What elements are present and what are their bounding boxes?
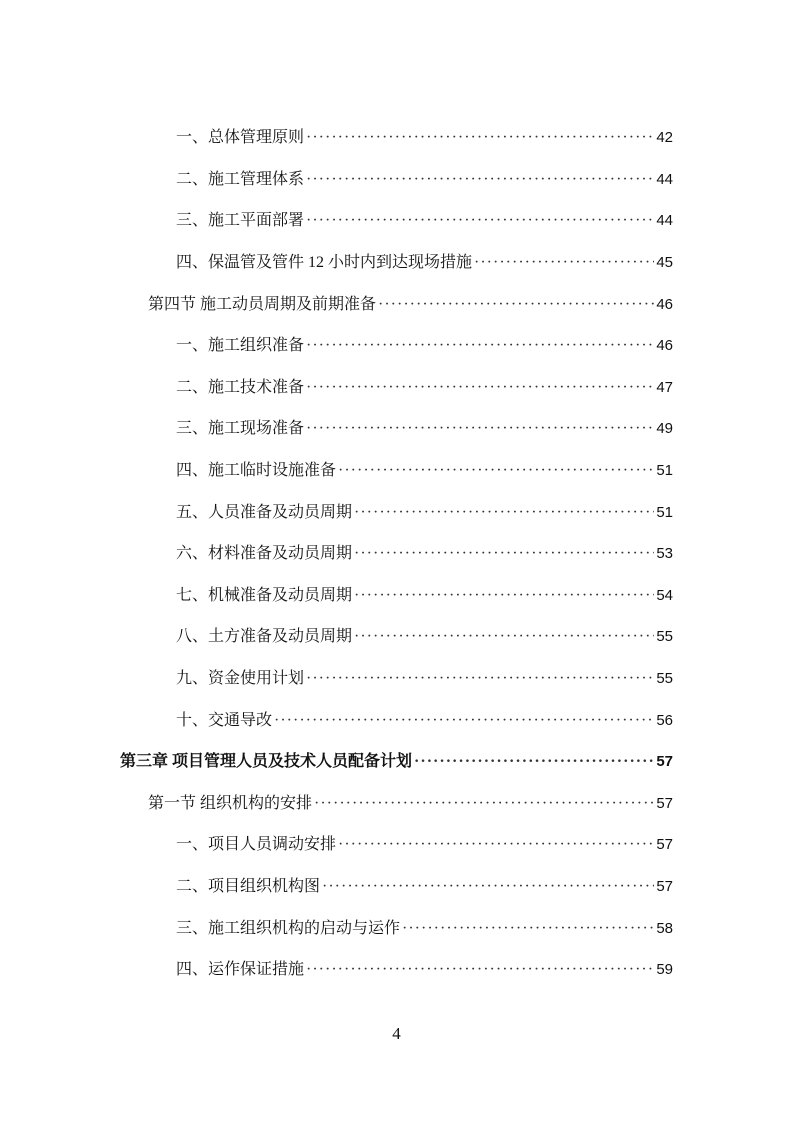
- toc-entry-page: 51: [656, 462, 673, 479]
- toc-entry-page: 58: [656, 920, 673, 937]
- toc-entry-title: 第四节 施工动员周期及前期准备: [148, 296, 377, 313]
- toc-entry[interactable]: [176, 919, 673, 939]
- toc-entry[interactable]: [176, 835, 673, 855]
- dot-leader: [306, 378, 654, 398]
- dot-leader: [354, 627, 654, 647]
- toc-entry-page: 59: [656, 961, 673, 978]
- toc-entry[interactable]: [148, 295, 673, 315]
- toc-entry[interactable]: [176, 170, 673, 190]
- toc-entry[interactable]: [176, 669, 673, 689]
- toc-entry[interactable]: [176, 211, 673, 231]
- toc-entry-page: 55: [656, 628, 673, 645]
- toc-entry[interactable]: [176, 544, 673, 564]
- dot-leader: [306, 128, 654, 148]
- toc-entry-title: 一、总体管理原则: [176, 129, 305, 146]
- dot-leader: [378, 295, 654, 315]
- toc-entry[interactable]: [176, 711, 673, 731]
- toc-entry-page: 44: [656, 171, 673, 188]
- toc-entry-page: 49: [656, 420, 673, 437]
- toc-entry-page: 42: [656, 129, 673, 146]
- toc-entry[interactable]: [176, 419, 673, 439]
- dot-leader: [274, 711, 654, 731]
- toc-entry[interactable]: [176, 128, 673, 148]
- toc-entry-page: 46: [656, 296, 673, 313]
- toc-entry-page: 55: [656, 670, 673, 687]
- page-number: 4: [392, 1024, 401, 1043]
- dot-leader: [322, 877, 654, 897]
- toc-entry-title: 一、项目人员调动安排: [176, 836, 337, 853]
- toc-entry[interactable]: [176, 960, 673, 980]
- toc-entry-page: 57: [656, 795, 673, 812]
- toc-entry-title: 第一节 组织机构的安排: [148, 795, 313, 812]
- toc-entry[interactable]: [176, 461, 673, 481]
- dot-leader: [306, 336, 654, 356]
- toc-entry-title: 二、项目组织机构图: [176, 878, 321, 895]
- dot-leader: [414, 752, 654, 772]
- toc-entry-page: 54: [656, 587, 673, 604]
- dot-leader: [354, 586, 654, 606]
- dot-leader: [354, 503, 654, 523]
- toc-entry-page: 47: [656, 379, 673, 396]
- toc-entry[interactable]: [176, 378, 673, 398]
- toc-entry-title: 九、资金使用计划: [176, 670, 305, 687]
- dot-leader: [474, 253, 654, 273]
- toc-entry-page: 53: [656, 545, 673, 562]
- toc-entry-title: 二、施工管理体系: [176, 171, 305, 188]
- dot-leader: [338, 461, 654, 481]
- toc-entry-title: 七、机械准备及动员周期: [176, 587, 353, 604]
- toc-entry[interactable]: [176, 586, 673, 606]
- dot-leader: [314, 794, 654, 814]
- dot-leader: [306, 211, 654, 231]
- dot-leader: [402, 919, 654, 939]
- toc-entry-page: 57: [656, 878, 673, 895]
- dot-leader: [338, 835, 654, 855]
- toc-entry-page: 51: [656, 504, 673, 521]
- toc-entry-page: 45: [656, 254, 673, 271]
- toc-entry-page: 57: [656, 753, 673, 770]
- toc-entry-page: 57: [656, 836, 673, 853]
- toc-entry[interactable]: [176, 253, 673, 273]
- toc-entry-title: 八、土方准备及动员周期: [176, 628, 353, 645]
- toc-entry-title: 三、施工现场准备: [176, 420, 305, 437]
- toc-entry-page: 56: [656, 712, 673, 729]
- toc-entry-title: 六、材料准备及动员周期: [176, 545, 353, 562]
- dot-leader: [354, 544, 654, 564]
- toc-entry-title: 第三章 项目管理人员及技术人员配备计划: [120, 753, 413, 770]
- toc-entry[interactable]: [148, 794, 673, 814]
- toc-entry[interactable]: [176, 627, 673, 647]
- toc-entry-title: 三、施工平面部署: [176, 212, 305, 229]
- toc-entry[interactable]: [176, 503, 673, 523]
- toc-entry-title: 三、施工组织机构的启动与运作: [176, 920, 401, 937]
- toc-chapter-entry[interactable]: [120, 752, 673, 772]
- toc-entry-title: 四、运作保证措施: [176, 961, 305, 978]
- dot-leader: [306, 960, 654, 980]
- toc-entry-page: 44: [656, 212, 673, 229]
- toc-entry-title: 十、交通导改: [176, 712, 273, 729]
- dot-leader: [306, 669, 654, 689]
- toc-entry[interactable]: [176, 336, 673, 356]
- toc-entry-title: 一、施工组织准备: [176, 337, 305, 354]
- toc-entry-title: 四、施工临时设施准备: [176, 462, 337, 479]
- toc-entry-title: 五、人员准备及动员周期: [176, 504, 353, 521]
- toc-entry-title: 四、保温管及管件 12 小时内到达现场措施: [176, 254, 473, 271]
- dot-leader: [306, 419, 654, 439]
- toc-entry-page: 46: [656, 337, 673, 354]
- toc-entry-title: 二、施工技术准备: [176, 379, 305, 396]
- dot-leader: [306, 170, 654, 190]
- toc-entry[interactable]: [176, 877, 673, 897]
